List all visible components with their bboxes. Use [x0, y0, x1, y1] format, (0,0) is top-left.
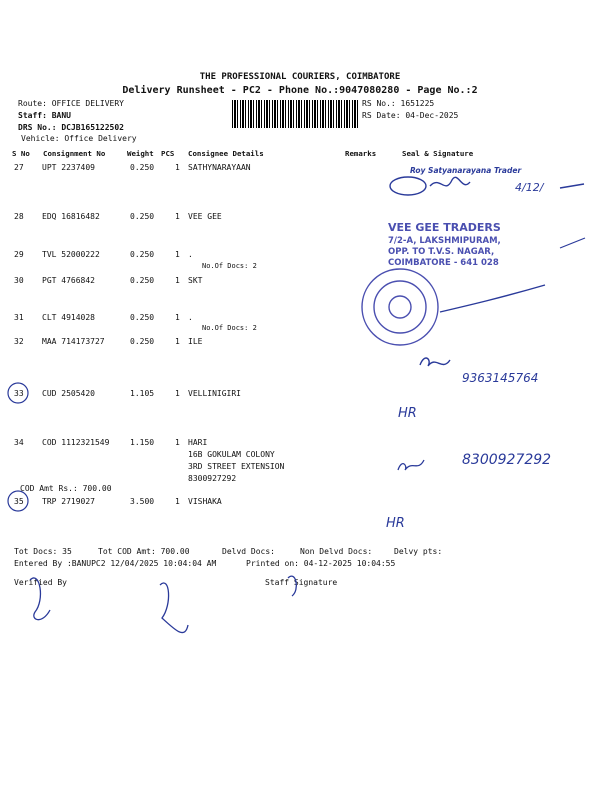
row-33-circle-mark [8, 383, 28, 403]
veegee-stamp-name: VEE GEE TRADERS [388, 221, 501, 234]
runsheet-subtitle: Delivery Runsheet - PC2 - Phone No.:9047080280 - Page No.:2 [122, 85, 478, 96]
signature-32 [420, 358, 450, 366]
row-weight: 0.250 [130, 276, 155, 285]
row-weight: 3.500 [130, 497, 155, 506]
verified-by-label: Verified By [14, 578, 67, 587]
row-docs-count: No.Of Docs: 2 [202, 324, 257, 332]
row-cod-amount: COD Amt Rs.: 700.00 [20, 484, 112, 493]
row-consignment: COD 1112321549 [42, 438, 110, 447]
row-sno: 29 [14, 250, 24, 259]
signature-34-phone: 8300927292 [462, 452, 552, 468]
signature-27-note: Roy Satyanarayana Trader [410, 166, 522, 175]
col-remarks: Remarks [345, 149, 377, 158]
signature-34 [398, 460, 424, 470]
row-weight: 0.250 [130, 337, 155, 346]
veegee-stamp-line: COIMBATORE - 641 028 [388, 258, 499, 268]
row-docs-count: No.Of Docs: 2 [202, 262, 257, 270]
round-seal-stamp [362, 269, 545, 345]
footer-tot-docs: Tot Docs: 35 [14, 547, 72, 556]
row-sno: 28 [14, 212, 24, 221]
staff-signature [288, 576, 296, 596]
row-consignee: HARI [188, 438, 208, 447]
staff-label: Staff: BANU [18, 111, 71, 120]
verifier-signature [30, 578, 50, 620]
row-consignee: VEE GEE [188, 212, 222, 221]
row-sno: 34 [14, 438, 24, 447]
signature-35-initials: HR [386, 516, 405, 531]
row-sno: 31 [14, 313, 24, 322]
row-pcs: 1 [175, 276, 180, 285]
row-consignment: TRP 2719027 [42, 497, 95, 506]
row-pcs: 1 [175, 212, 180, 221]
drs-number: DRS No.: DCJB165122502 [18, 123, 124, 132]
row-consignment: CUD 2505420 [42, 389, 95, 398]
row-consignee: SKT [188, 276, 203, 285]
row-consignee: . [188, 250, 193, 259]
signature-27-date: 4/12/ [515, 181, 544, 194]
rs-date: RS Date: 04-Dec-2025 [362, 111, 459, 120]
footer-tot-cod: Tot COD Amt: 700.00 [98, 547, 190, 556]
col-weight: Weight [127, 149, 154, 158]
rs-number: RS No.: 1651225 [362, 99, 435, 108]
footer-printed-on: Printed on: 04-12-2025 10:04:55 [246, 559, 396, 568]
row-consignee: . [188, 313, 193, 322]
row-consignment: EDQ 16816482 [42, 212, 100, 221]
row-pcs: 1 [175, 337, 180, 346]
veegee-stamp-line: OPP. TO T.V.S. NAGAR, [388, 247, 495, 257]
row-sno: 35 [14, 497, 24, 506]
row-weight: 0.250 [130, 212, 155, 221]
footer-delvy-pts: Delvy pts: [394, 547, 443, 556]
col-consignment: Consignment No [43, 149, 106, 158]
row-weight: 0.250 [130, 250, 155, 259]
row-weight: 1.105 [130, 389, 155, 398]
second-signature [160, 583, 188, 633]
row-pcs: 1 [175, 163, 180, 172]
row-35-circle-mark [8, 491, 28, 511]
row-consignee: VELLINIGIRI [188, 389, 241, 398]
row-sno: 30 [14, 276, 24, 285]
row-consignment: MAA 714173727 [42, 337, 105, 346]
signature-33-initials: HR [398, 406, 417, 421]
col-consignee: Consignee Details [188, 149, 264, 158]
vehicle-label: Vehicle: Office Delivery [21, 134, 137, 143]
row-sno: 27 [14, 163, 24, 172]
col-seal: Seal & Signature [402, 149, 474, 158]
signature-27 [390, 177, 584, 195]
veegee-stamp-line: 7/2-A, LAKSHMIPURAM, [388, 236, 501, 246]
row-pcs: 1 [175, 438, 180, 447]
row-pcs: 1 [175, 250, 180, 259]
row-pcs: 1 [175, 389, 180, 398]
col-pcs: PCS [161, 149, 175, 158]
row-consignment: PGT 4766842 [42, 276, 95, 285]
row-address-line: 3RD STREET EXTENSION [188, 462, 285, 471]
signature-32-phone: 9363145764 [462, 371, 539, 385]
row-pcs: 1 [175, 313, 180, 322]
row-consignment: UPT 2237409 [42, 163, 95, 172]
row-consignment: CLT 4914028 [42, 313, 95, 322]
row-consignee: SATHYNARAYAAN [188, 163, 251, 172]
row-sno: 33 [14, 389, 24, 398]
row-consignment: TVL 52000222 [42, 250, 100, 259]
veegee-stamp [388, 221, 501, 268]
row-pcs: 1 [175, 497, 180, 506]
row-weight: 0.250 [130, 313, 155, 322]
company-title: THE PROFESSIONAL COURIERS, COIMBATORE [199, 72, 401, 82]
row-address-line: 16B GOKULAM COLONY [188, 450, 275, 459]
row-weight: 0.250 [130, 163, 155, 172]
row-consignee: ILE [188, 337, 203, 346]
col-sno: S No [12, 149, 30, 158]
staff-signature-label: Staff Signature [265, 578, 338, 587]
row-sno: 32 [14, 337, 24, 346]
footer-non-delvd-docs: Non Delvd Docs: [300, 547, 373, 556]
row-consignee: VISHAKA [188, 497, 222, 506]
footer-entered-by: Entered By :BANUPC2 12/04/2025 10:04:04 AM [14, 559, 217, 568]
row-weight: 1.150 [130, 438, 155, 447]
footer-delvd-docs: Delvd Docs: [222, 547, 275, 556]
row-phone: 8300927292 [188, 474, 237, 483]
route-label: Route: OFFICE DELIVERY [18, 99, 124, 108]
